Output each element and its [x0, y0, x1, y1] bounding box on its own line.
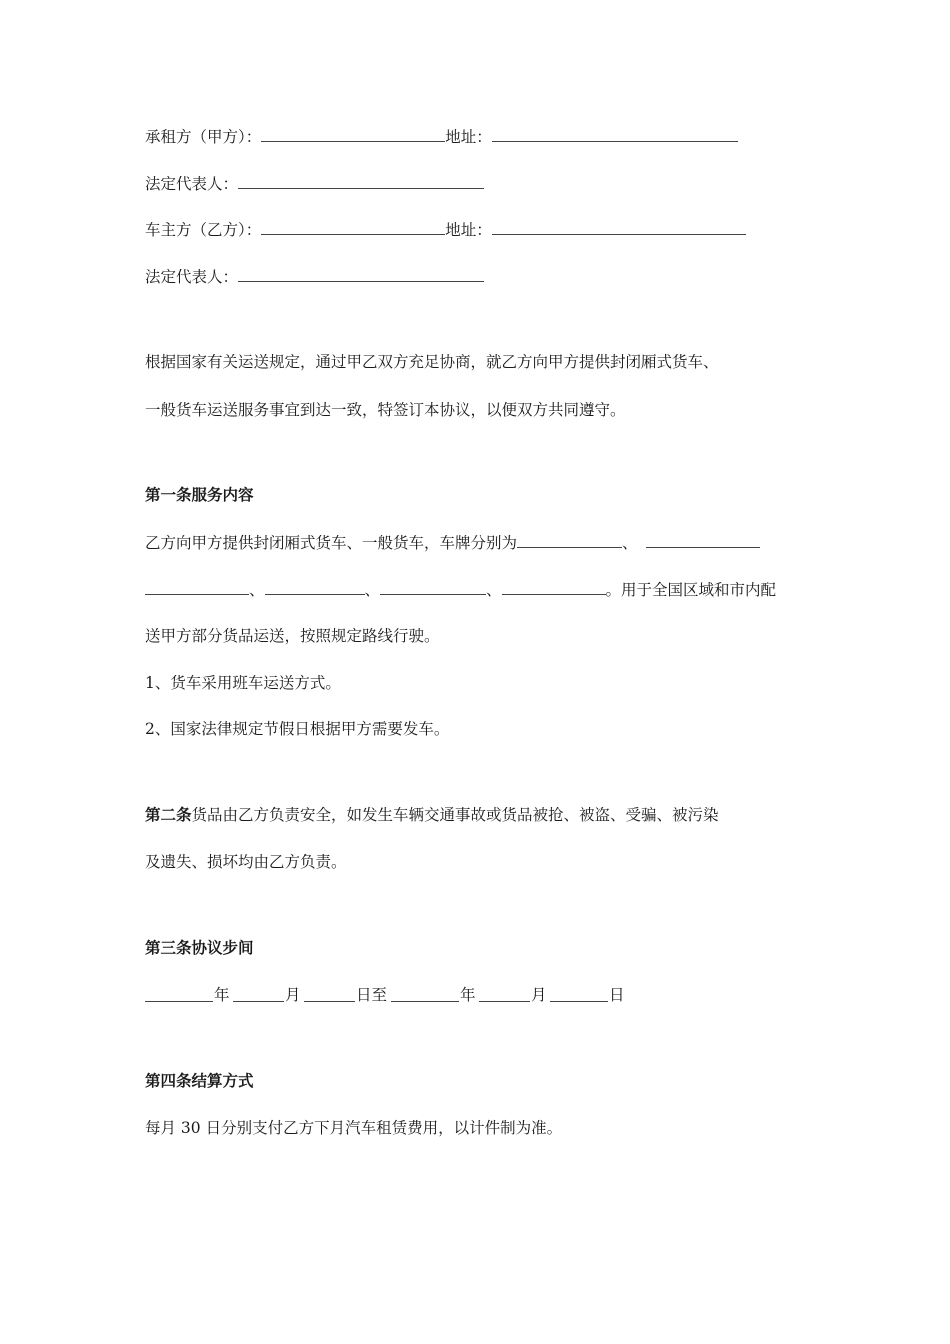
article1-line-1: [145, 530, 760, 554]
article4-text: 每月 30 日分别支付乙方下月汽车租赁费用，以计件制为准。: [145, 1119, 563, 1137]
owner-rep-blank: [238, 264, 484, 282]
owner-address-label: 地址：: [445, 221, 492, 239]
end-year-label: 年: [460, 986, 476, 1004]
owner-rep-row: [145, 264, 484, 288]
start-month-blank: [233, 1001, 284, 1002]
owner-rep-label: 法定代表人：: [145, 268, 239, 286]
article2-title: 第二条: [145, 806, 192, 824]
article2-line-2: 及遗失、损坏均由乙方负责。: [145, 853, 347, 871]
article1-line-3: 送甲方部分货品运送，按照规定路线行驶。: [145, 627, 440, 645]
end-month-blank: [479, 1001, 530, 1002]
plate-blank-4: [265, 577, 365, 595]
start-year-label: 年: [214, 986, 230, 1004]
article1-item-2: 2、国家法律规定节假日根据甲方需要发车。: [145, 720, 450, 738]
article3-title: 第三条协议步间: [145, 939, 254, 957]
plate-blank-5: [380, 577, 486, 595]
article4-title: 第四条结算方式: [145, 1072, 254, 1090]
plate-blank-1: [517, 530, 622, 548]
plate-blank-6: [502, 577, 606, 595]
article1-text: 乙方向甲方提供封闭厢式货车、一般货车，车牌分别为: [145, 534, 518, 552]
plate-separator: 、: [486, 581, 502, 599]
plate-blank-3: [145, 577, 249, 595]
lessee-rep-label: 法定代表人：: [145, 175, 239, 193]
article1-line2-end: 。用于全国区域和市内配: [605, 581, 777, 599]
lessee-rep-blank: [238, 171, 484, 189]
lessee-row: [145, 124, 738, 148]
start-year-blank: [145, 1001, 213, 1002]
start-month-label: 月: [285, 986, 301, 1004]
end-month-label: 月: [531, 986, 547, 1004]
plate-separator: 、: [364, 581, 381, 599]
article2-line-1: [145, 803, 719, 827]
start-day-blank: [304, 1001, 355, 1002]
article1-line-2: [145, 577, 776, 601]
article1-title: 第一条服务内容: [145, 486, 254, 504]
start-day-label: 日至: [356, 986, 388, 1004]
plate-separator: 、: [622, 534, 638, 552]
lessee-rep-row: [145, 171, 484, 195]
owner-name-blank: [261, 217, 445, 235]
owner-address-blank: [492, 217, 746, 235]
preamble-line-1: 根据国家有关运送规定，通过甲乙双方充足协商，就乙方向甲方提供封闭厢式货车、: [145, 353, 719, 371]
preamble-line-2: 一般货车运送服务事宜到达一致，特签订本协议，以便双方共同遵守。: [145, 401, 626, 419]
lessee-address-label: 地址：: [445, 128, 492, 146]
end-day-blank: [550, 1001, 608, 1002]
lessee-label: 承租方（甲方）：: [145, 128, 262, 146]
owner-label: 车主方（乙方）：: [145, 221, 262, 239]
lessee-address-blank: [492, 124, 738, 142]
lessee-name-blank: [261, 124, 445, 142]
owner-row: [145, 217, 746, 241]
plate-blank-2: [646, 530, 760, 548]
end-day-label: 日: [609, 986, 625, 1004]
article2-text-1: 货品由乙方负责安全，如发生车辆交通事故或货品被抢、被盗、受骗、被污染: [191, 806, 719, 824]
end-year-blank: [391, 1001, 459, 1002]
plate-separator: 、: [249, 581, 265, 599]
article1-item-1: 1、货车采用班车运送方式。: [145, 674, 341, 692]
